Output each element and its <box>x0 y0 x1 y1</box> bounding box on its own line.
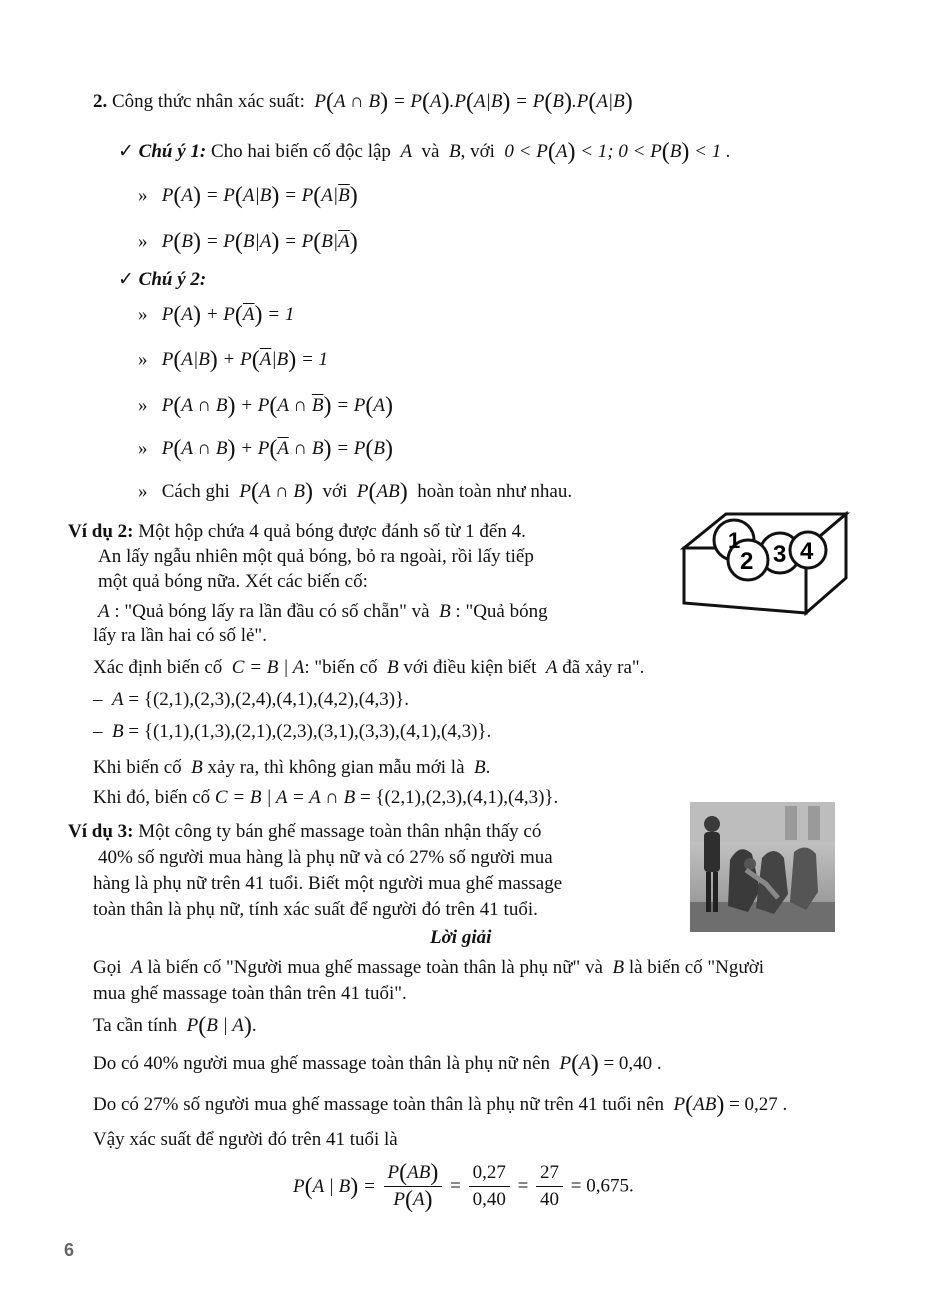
ball-box-illustration <box>676 508 856 618</box>
bullet-icon: » <box>138 481 148 502</box>
bullet-icon: » <box>138 438 148 459</box>
massage-chair-photo <box>690 802 835 932</box>
example-2-when: Khi biến cố B xảy ra, thì không gian mẫu mới là B. <box>93 757 491 778</box>
fraction-3: $\frac{27}{40}$ <box>536 1160 563 1213</box>
example-2-line-5: lấy ra lần hai có số lẻ". <box>93 625 267 646</box>
note-2-item-4: » P(A ∩ $B) + P(\overline{A}$ ∩ B) = P(B) <box>138 436 394 462</box>
solution-title: Lời giải <box>430 927 492 948</box>
example-3-label: Ví dụ 3: <box>68 821 134 842</box>
note-1-text: Cho hai biến cố độc lập <box>211 141 391 162</box>
bullet-icon: » <box>138 304 148 325</box>
example-3-line-4: toàn thân là phụ nữ, tính xác suất để người đó trên 41 tuổi. <box>93 899 538 920</box>
product-formula: P(A ∩ B) = P(A).P(A|B) = P(B).P(A|B) <box>309 89 633 115</box>
example-2-set-a: – A = {(2,1),(2,3),(2,4),(4,1),(4,2),(4,3)}. <box>93 689 409 710</box>
final-formula: P(A | B) = $\frac{P(AB)}{P(A)}$ = $\frac{0,27}{0,40}$ = $\frac{27}{40}$ = 0,675. <box>293 1160 634 1213</box>
example-2-line-3: một quả bóng nữa. Xét các biến cố: <box>98 571 368 592</box>
note-2-item-2: » $P(A|B) + P(\overline{A}|B) = 1$ <box>138 347 329 373</box>
ball-4-label: 4 <box>800 538 814 565</box>
note-1-item-1: » $P(A) = P(A|B) = P(A|\overline{B})$ <box>138 183 358 209</box>
example-2-line-1: Ví dụ 2: Một hộp chứa 4 quả bóng được đánh số từ 1 đến 4. <box>68 521 526 542</box>
example-2-define: Xác định biến cố C = B | A: "biến cố B với điều kiện biết A đã xảy ra". <box>93 657 645 678</box>
note-2 <box>118 268 206 292</box>
example-2-line-2: An lấy ngẫu nhiên một quả bóng, bỏ ra ngoài, rồi lấy tiếp <box>98 546 534 567</box>
note-1: ✓ Chú ý 1: Cho hai biến cố độc lập A và B, với 0 < P(A) < 1; 0 < P(B) < 1 . <box>118 139 731 165</box>
note-2-item-3: » P(A ∩ B) + P(A ∩ $\overline{B}) = P(A)$ <box>138 393 394 419</box>
bullet-icon: » <box>138 349 148 370</box>
example-2-then: Khi đó, biến cố C = B | A = A ∩ B = {(2,1),(2,3),(4,1),(4,3)}. <box>93 787 559 808</box>
fraction-1: $\frac{P(AB)}{P(A)}$ <box>384 1160 443 1213</box>
example-3-line-1: Ví dụ 3: Một công ty bán ghế massage toàn thân nhận thấy có <box>68 821 542 842</box>
page-number: 6 <box>64 1240 75 1260</box>
bullet-icon: » <box>138 395 148 416</box>
check-icon: ✓ <box>118 269 134 290</box>
note-1-label: Chú ý 1: <box>138 141 207 162</box>
note-2-item-1: » $P(A) + P(\overline{A}) = 1$ <box>138 302 295 328</box>
ball-3-label: 3 <box>773 541 787 568</box>
heading-text: Công thức nhân xác suất: <box>112 91 305 112</box>
solution-line-1: Gọi A là biến cố "Người mua ghế massage toàn thân là phụ nữ" và B là biến cố "Người <box>93 957 765 978</box>
example-3-line-3: hàng là phụ nữ trên 41 tuổi. Biết một người mua ghế massage <box>93 873 563 894</box>
note-2-label: Chú ý 2: <box>138 269 207 290</box>
check-icon: ✓ <box>118 141 134 162</box>
note-1-item-2: » $P(B) = P(B|A) = P(B|\overline{A})$ <box>138 229 358 255</box>
note-1-condition: 0 < P(A) < 1; 0 < P(B) < 1 . <box>499 139 731 165</box>
ball-2-label: 2 <box>740 548 754 575</box>
solution-line-6: Vậy xác suất để người đó trên 41 tuổi là <box>93 1129 398 1150</box>
bullet-icon: » <box>138 185 148 206</box>
bullet-icon: » <box>138 231 148 252</box>
fraction-2: $\frac{0,27}{0,40}$ <box>469 1160 510 1213</box>
solution-line-4: Do có 40% người mua ghế massage toàn thân là phụ nữ nên P(A) = 0,40 . <box>93 1051 662 1077</box>
ball-1-label: 1 <box>728 528 741 553</box>
solution-line-2: mua ghế massage toàn thân trên 41 tuổi". <box>93 983 407 1004</box>
example-2-events: A : "Quả bóng lấy ra lần đầu có số chẵn" và B : "Quả bóng <box>98 601 548 622</box>
solution-line-5: Do có 27% số người mua ghế massage toàn thân là phụ nữ trên 41 tuổi nên P(AB) = 0,27 . <box>93 1092 788 1118</box>
note-2-item-5: » Cách ghi P(A ∩ B) với P(AB) hoàn toàn như nhau. <box>138 479 573 505</box>
example-2-set-b: – B = {(1,1),(1,3),(2,1),(2,3),(3,1),(3,3),(4,1),(4,3)}. <box>93 721 492 742</box>
example-2-label: Ví dụ 2: <box>68 521 134 542</box>
example-3-line-2: 40% số người mua hàng là phụ nữ và có 27% số người mua <box>98 847 553 868</box>
solution-line-3: Ta cần tính P(B | A). <box>93 1013 257 1039</box>
formula-heading <box>93 90 633 114</box>
heading-number: 2. <box>93 91 108 112</box>
